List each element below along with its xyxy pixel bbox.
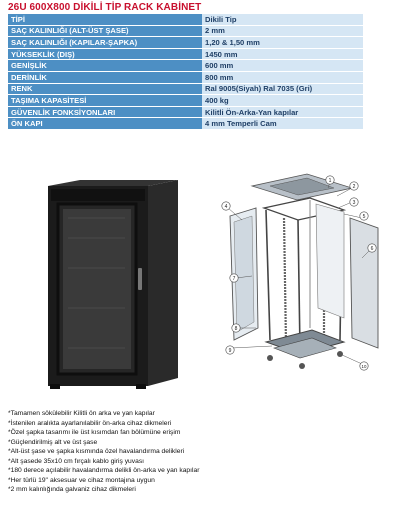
callout-number: 4 [224, 204, 228, 210]
spec-key: DERİNLİK [8, 71, 202, 83]
spec-key: GÜVENLİK FONKSİYONLARI [8, 106, 202, 118]
spec-value: 4 mm Temperli Cam [202, 118, 363, 130]
spec-row [8, 60, 363, 72]
callout-number: 10 [361, 364, 367, 369]
spec-row [8, 25, 363, 37]
callout-number: 9 [228, 348, 232, 354]
spec-row [8, 37, 363, 49]
spec-key: ÖN KAPI [8, 118, 202, 130]
spec-value: 800 mm [202, 71, 363, 83]
spec-value: Ral 9005(Siyah) Ral 7035 (Gri) [202, 83, 363, 95]
callout-number: 1 [328, 178, 332, 184]
spec-value: 1,20 & 1,50 mm [202, 37, 363, 49]
spec-key: SAÇ KALINLIĞI (KAPILAR-ŞAPKA) [8, 37, 202, 49]
spec-row [8, 48, 363, 60]
callout-number: 7 [232, 276, 236, 282]
spec-row [8, 83, 363, 95]
spec-table [8, 14, 363, 130]
spec-key: RENK [8, 83, 202, 95]
spec-value: 2 mm [202, 25, 363, 37]
spec-key: SAÇ KALINLIĞI (ALT-ÜST ŞASE) [8, 25, 202, 37]
cabinet-photo [10, 178, 210, 390]
feature-list [8, 409, 199, 495]
page-title: 26U 600X800 DİKİLİ TİP RACK KABİNET [8, 2, 202, 13]
exploded-diagram [212, 168, 394, 390]
callout-number: 5 [362, 214, 366, 220]
spec-row [8, 106, 363, 118]
feature-item: *Özel şapka tasarımı ile üst kısımdan fan bölümüne erişim [8, 429, 181, 436]
feature-item: *Alt şasede 35x10 cm fırçalı kablo giriş yuvası [8, 457, 145, 465]
spec-value: 1450 mm [202, 48, 363, 60]
callout-number: 6 [370, 246, 374, 252]
spec-row [8, 95, 363, 107]
spec-key: GENİŞLİK [8, 60, 202, 72]
feature-item: *Tamamen sökülebilir Kilitli ön arka ve yan kapılar [8, 410, 155, 417]
feature-item: *İstenilen aralıkta ayarlanılabilir ön-arka cihaz dikmeleri [8, 419, 172, 427]
feature-item: *Her türlü 19'' aksesuar ve cihaz montajına uygun [8, 476, 155, 484]
spec-value: 400 kg [202, 95, 363, 107]
spec-value: Kilitli Ön-Arka-Yan kapılar [202, 106, 363, 118]
callout-number: 8 [234, 326, 238, 332]
spec-row [8, 118, 363, 130]
spec-row [8, 14, 363, 25]
spec-key: TİPİ [8, 14, 202, 25]
spec-value: Dikili Tip [202, 14, 363, 25]
spec-key: TAŞIMA KAPASİTESİ [8, 95, 202, 107]
callout-number: 2 [352, 184, 356, 190]
callout-number: 3 [352, 200, 356, 206]
feature-item: *180 derece açılabilir havalandırma delikli ön-arka ve yan kapılar [8, 467, 200, 474]
spec-row [8, 71, 363, 83]
spec-key: YÜKSEKLİK (DIŞ) [8, 48, 202, 60]
feature-item: *Alt-üst şase ve şapka kısmında özel havalandırma delikleri [8, 448, 185, 455]
feature-item: *2 mm kalınlığında galvaniz cihaz dikmeleri [8, 486, 136, 493]
spec-value: 600 mm [202, 60, 363, 72]
feature-item: *Güçlendirilmiş alt ve üst şase [8, 438, 98, 446]
